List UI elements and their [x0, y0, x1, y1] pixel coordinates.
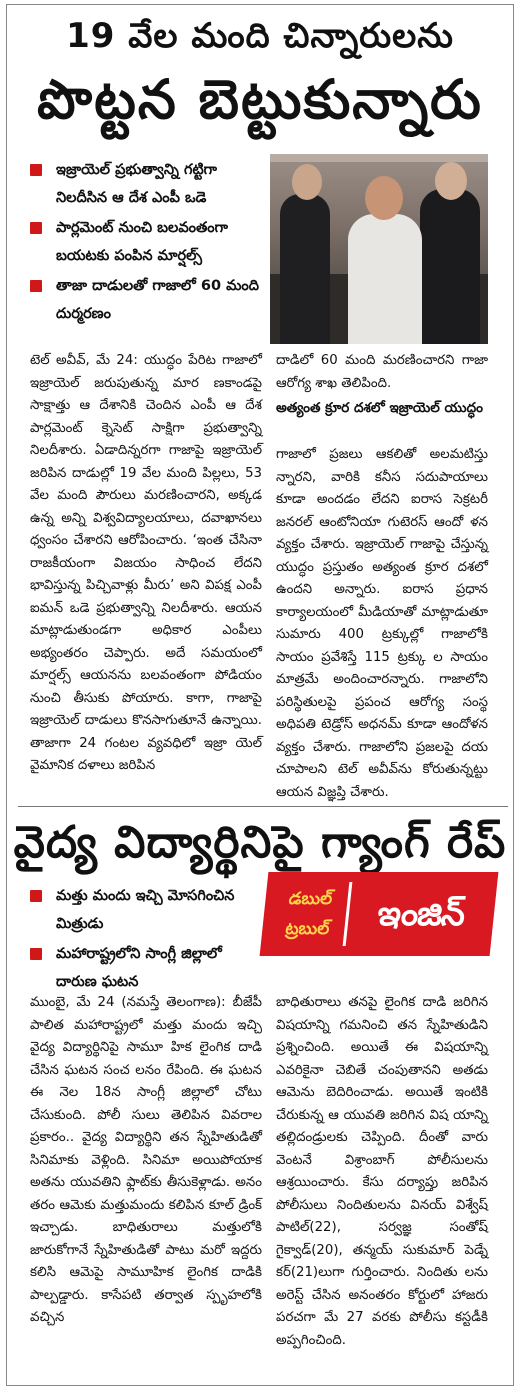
story1-headline-line2: పొట్టన బెట్టుకున్నారు: [37, 68, 483, 131]
story2-headline: వైద్య విద్యార్థినిపై గ్యాంగ్ రేప్: [13, 817, 507, 868]
story1-bullet: ఇజ్రాయెల్ ప్రభుత్వాన్ని గట్టిగా నిలదీసిన ఆ దేశ ఎంపీ ఒడె: [30, 156, 262, 212]
story1-body-column-1: టెల్ అవీవ్, మే 24: యుద్ధం పేరిట గాజాలో ఇజ్రాయెల్ జరుపుతున్న మార ణకాండపై సాక్షాత్తు ఆ దేశానికి చెందిన ఎంపీ ఆ దేశ పార్లమెంట్ క్నెసెట్ సాక్షిగా ప్రభుత్వాన్ని నిలదీశారు. ఏడాదిన్నరగా గాజాపై ఇజ్రాయెల్ జరిపిన దాడుల్లో 19 వేల మంది పిల్లలు, 53 వేల మంది పౌరులు మరణించారని, అక్కడ ఉన్న అన్ని విశ్వవిద్యాలయాలు, దవాఖానలు ధ్వంసం చేశారని ఆరోపించారు. ‘ఇంత చేసినా రాజకీయంగా విజయం సాధించ లేదని భావిస్తున్న పిచ్చివాళ్లు మీరు’ అని విపక్ష ఎంపీ ఐమన్ ఒడె ప్రభుత్వాన్ని నిలదీశారు. ఆయన మాట్లాడుతుండగా అధికార ఎంపీలు అభ్యంతరం చెప్పారు. అదే సమయంలో మార్షల్స్ ఆయనను బలవంతంగా పోడియం నుంచి తీసుకు పోయారు. కాగా, గాజాపై ఇజ్రాయెల్ దాడులు కొనసాగుతూనే ఉన్నాయి. తాజాగా 24 గంటల వ్యవధిలో ఇజ్రా యెల్ వైమానిక దళాలు జరిపిన: [30, 353, 262, 773]
story2-body-column-2: బాధితురాలు తనపై లైంగిక దాడి జరిగిన విషయాన్ని గమనించి తన స్నేహితుడిని ప్రశ్నించింది. అయితే ఈ విషయాన్ని ఎవరికైనా చెబితే చంపుతానని అతడు ఆమెను బెదిరించాడు. అయితే ఇంటికి చేరుకున్న ఆ యువతి జరిగిన విష యాన్ని తల్లిదండ్రులకు చెప్పింది. దీంతో వారు వెంటనే విశ్రాంబాగ్ పోలీసులను ఆశ్రయించారు. కేసు దర్యాప్తు జరిపిన పోలీసులు నిందితులను వినయ్ విశ్వేష్ పాటిల్(22), సర్వజ్ఞ సంతోష్ గైక్వాడ్(20), తన్మయ్ సుకుమార్ పెడ్నే కర్(21)లుగా గుర్తించారు. నిందితు లను అరెస్ట్ చేసిన అనంతరం కోర్టులో హాజరు పరచగా మే 27 వరకు పోలీసు కస్టడీకి అప్పగించింది.: [276, 995, 488, 1348]
story2-bullet: మత్తు మందు ఇచ్చి మోసగించిన మిత్రుడు: [30, 882, 256, 938]
badge-main-text: ఇంజిన్: [375, 894, 467, 934]
story1-body-column-2a: దాడిలో 60 మంది మరణించారని గాజా ఆరోగ్య శాఖ తెలిపింది.: [276, 353, 488, 391]
story2-body-column-1: ముంబై, మే 24 (నమస్తే తెలంగాణ): బీజేపీ పాలిత మహారాష్ట్రలో మత్తు మందు ఇచ్చి వైద్య విద్యార్థినిపై సామూ హిక లైంగిక దాడి చేసిన ఘటన సంచ లనం రేపింది. ఈ ఘటన ఈ నెల 18న సాంగ్లీ జిల్లాలో చోటు చేసుకుంది. పోలీ సులు తెలిపిన వివరాల ప్రకారం.. వైద్య విద్యార్థిని తన స్నేహితుడితో సినిమాకు వెళ్లింది. సినిమా అయిపోయాక అతను యువతిని ఫ్లాట్‌కు తీసుకెళ్లాడు. అనం తరం ఆమెకు మత్తుమందు కలిపిన కూల్ డ్రింక్ ఇచ్చాడు. బాధితురాలు మత్తులోకి జారుకోగానే స్నేహితుడితో పాటు మరో ఇద్దరు కలిసి ఆమెపై సామూహిక లైంగిక దాడికి పాల్పడ్డారు. కాసేపటి తర్వాత స్పృహలోకి వచ్చిన: [30, 995, 262, 1325]
story2-bullet: మహారాష్ట్రలోని సాంగ్లీ జిల్లాలో దారుణ ఘటన: [30, 940, 256, 996]
news-photo: [270, 154, 488, 344]
story1-bullet: పార్లమెంట్ నుంచి బలవంతంగా బయటకు పంపిన మార్షల్స్: [30, 214, 262, 270]
story1-bullet: తాజా దాడులతో గాజాలో 60 మంది దుర్మరణం: [30, 272, 262, 328]
story1-bullet-list: [30, 156, 262, 328]
story-divider: [18, 806, 508, 807]
double-trouble-engine-badge: [260, 872, 499, 956]
story1-body-column-2b: గాజాలో ప్రజలు ఆకలితో అలమటిస్తు న్నారని, వారికి కనీస సదుపాయాలు కూడా అందడం లేదని ఐరాస సెక్రటరీ జనరల్ ఆంటోనియా గుటెరస్ ఆందో ళన వ్యక్తం చేశారు. ఇజ్రాయెల్ గాజాపై చేస్తున్న యుద్ధం ప్రస్తుతం అత్యంత క్రూర దశలో ఉందని అన్నారు. ఐరాస ప్రధాన కార్యాలయంలో మీడియాతో మాట్లాడుతూ సుమారు 400 ట్రక్కుల్లో గాజాలోకి సాయం ప్రవేశిస్తే 115 ట్రక్కు ల సాయం మాత్రమే అందించారన్నారు. గాజాలోని పరిస్థితులపై ప్రపంచ ఆరోగ్య సంస్థ అధిపతి టెడ్రోస్ అధనమ్ కూడా ఆందోళన వ్యక్తం చేశారు. గాజాలోని ప్రజలపై దయ చూపాలని టెల్ అవీవ్‌ను కోరుతున్నట్టు ఆయన విజ్ఞప్తి చేశారు.: [276, 447, 488, 800]
badge-small-text: [275, 884, 343, 944]
badge-word-trouble: ట్రబుల్: [284, 919, 331, 939]
story2-bullet-list: [30, 882, 256, 996]
badge-word-double: డబుల్: [287, 889, 334, 909]
story1-subheading: అత్యంత క్రూర దశలో ఇజ్రాయెల్ యుద్ధం: [276, 400, 483, 416]
story1-headline-line1: 19 వేల మంది చిన్నారులను: [66, 16, 454, 56]
